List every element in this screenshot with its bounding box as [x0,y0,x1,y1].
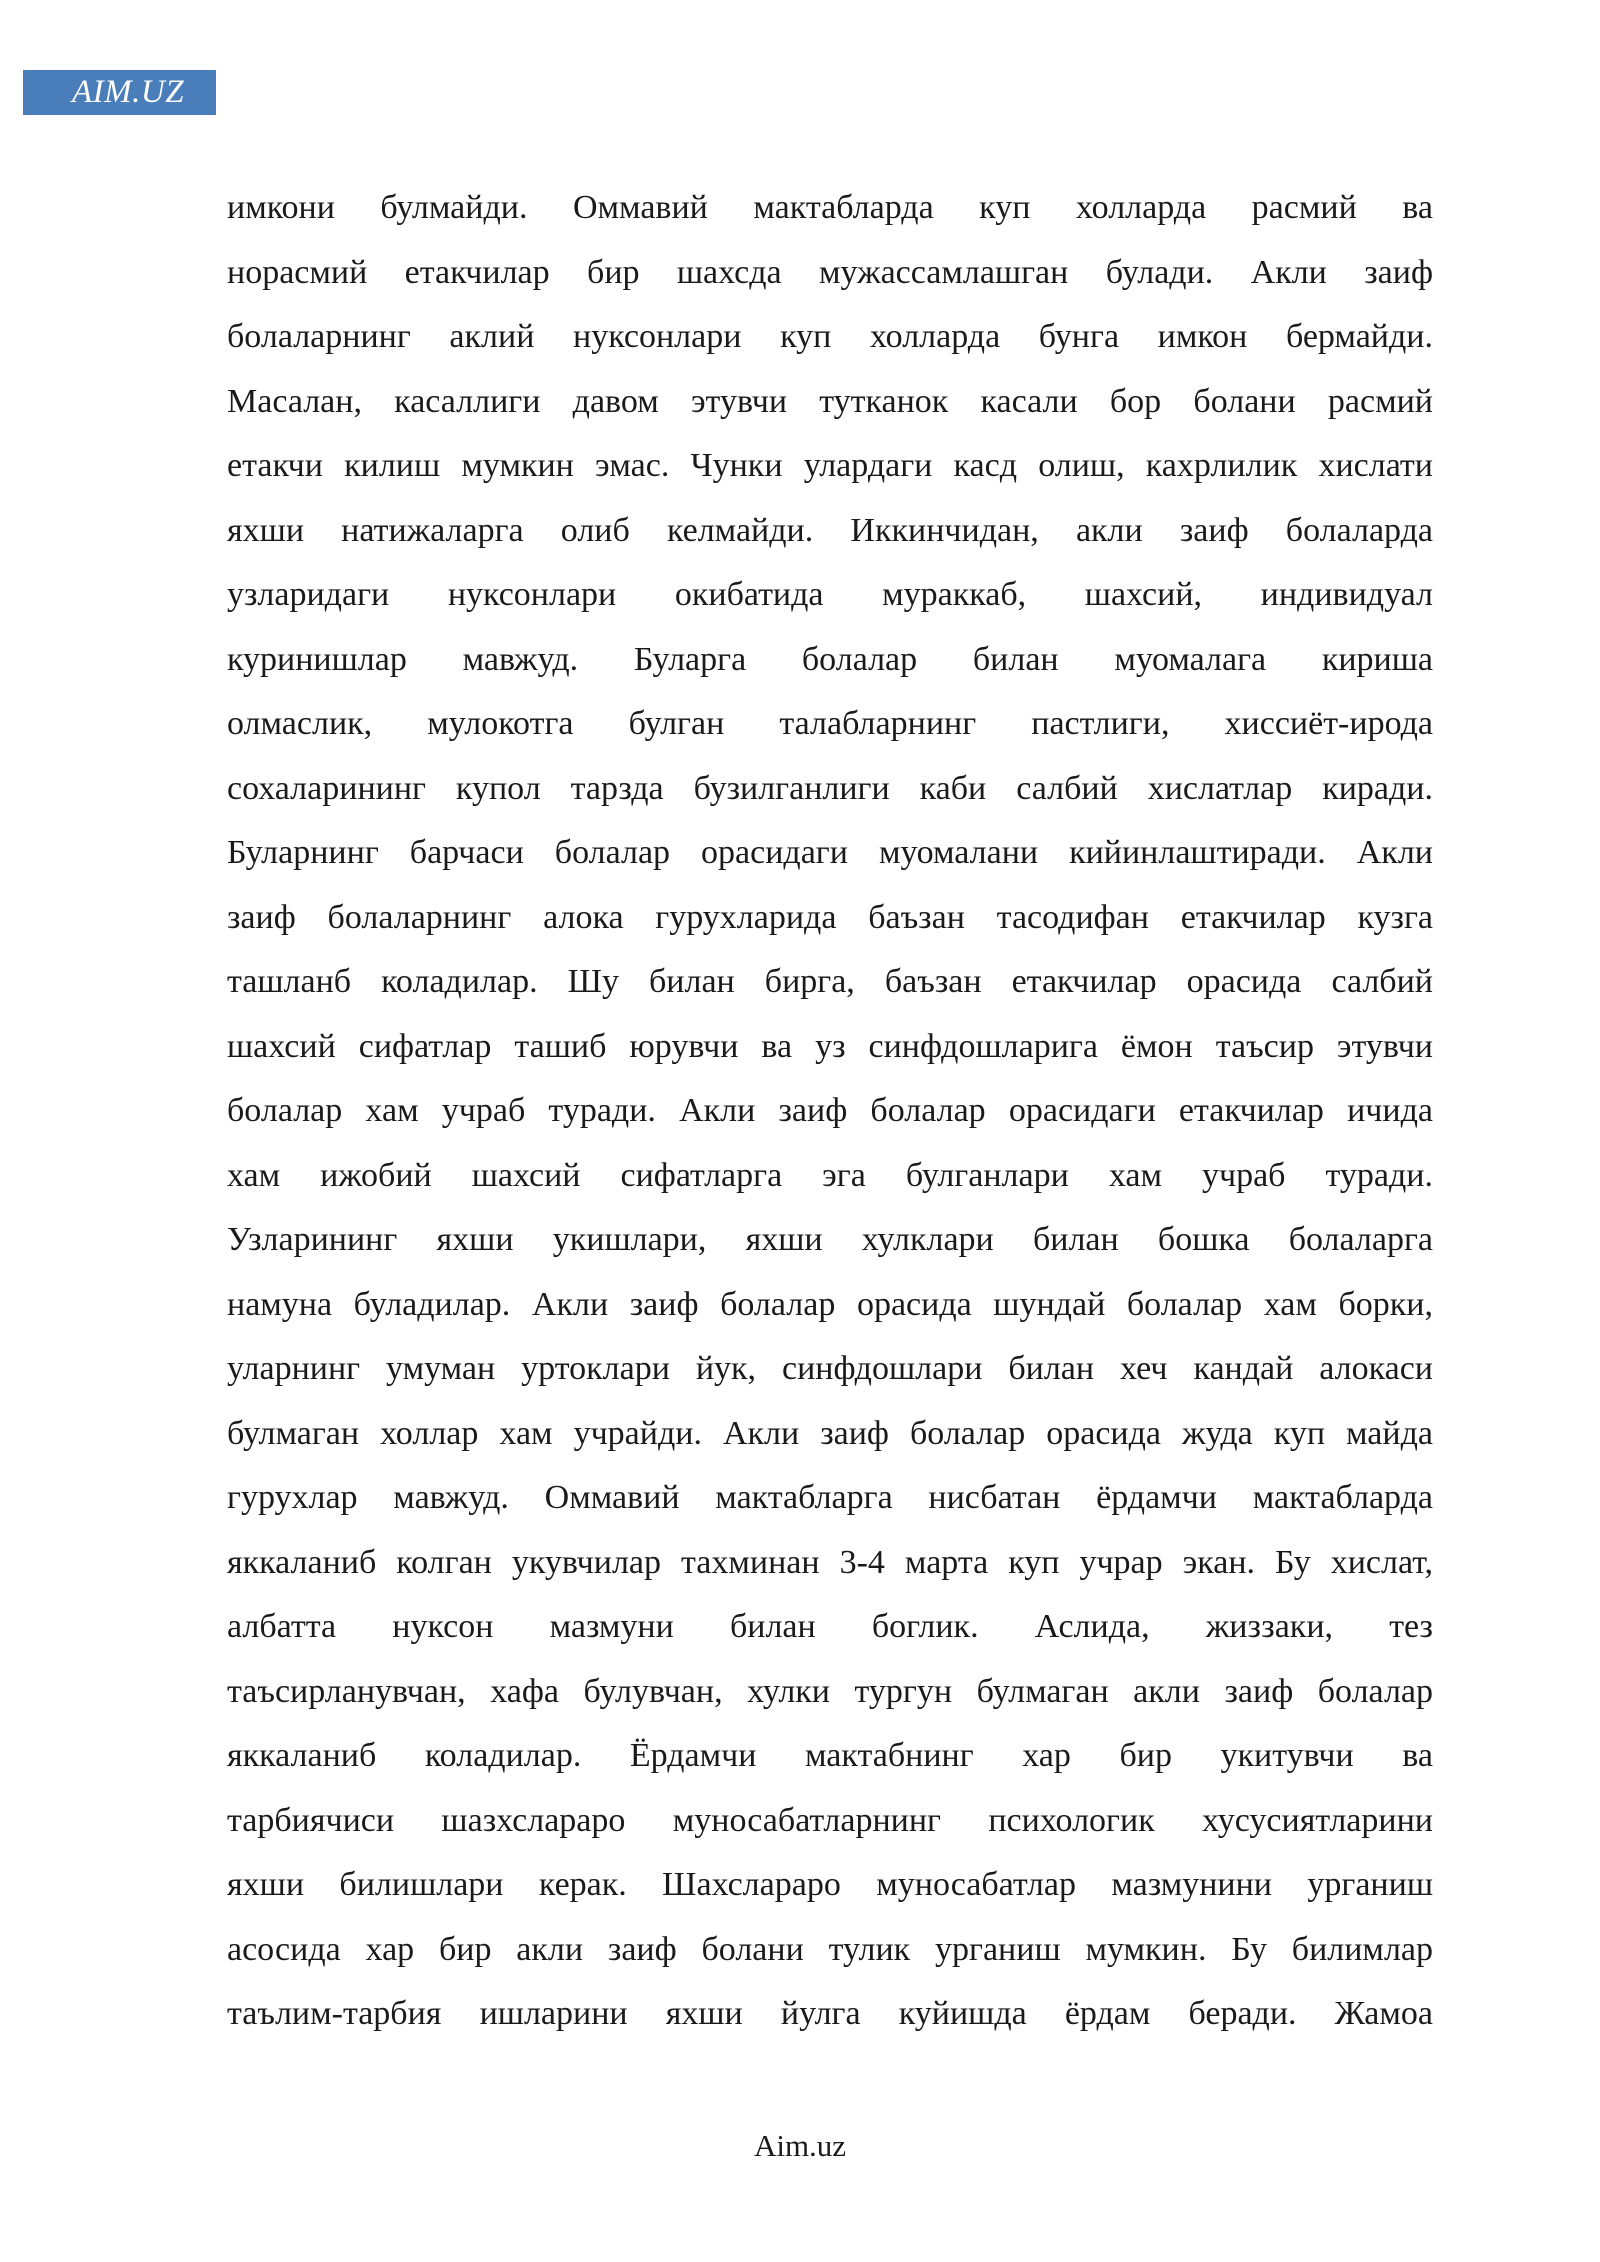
site-logo: AIM.UZ [23,70,216,115]
text-line: шахсий сифатлар ташиб юрувчи ва уз синфдошларига ёмон таъсир этувчи [227,1027,1433,1065]
text-line: болаларнинг аклий нуксонлари куп холларда бунга имкон бермайди. [227,318,1433,355]
text-line: заиф болаларнинг алока гурухларида баъзан тасодифан етакчилар кузга [227,898,1433,936]
text-line: болалар хам учраб туради. Акли заиф болалар орасидаги етакчилар ичида [227,1092,1433,1129]
text-line: олмаслик, мулокотга булган талабларнинг пастлиги, хиссиёт-ирода [227,705,1433,742]
text-line: булмаган холлар хам учрайди. Акли заиф болалар орасида жуда куп майда [227,1414,1433,1452]
text-line: асосида хар бир акли заиф болани тулик урганиш мумкин. Бу билимлар [227,1930,1433,1968]
text-line: норасмий етакчилар бир шахсда мужассамлашган булади. Акли заиф [227,253,1433,291]
text-line: яккаланиб колган укувчилар тахминан 3-4 марта куп учрар экан. Бу хислат, [227,1543,1433,1581]
page-footer: Aim.uz [753,2128,847,2163]
text-line: Масалан, касаллиги давом этувчи тутканок касали бор болани расмий [227,382,1433,420]
text-line: етакчи килиш мумкин эмас. Чунки улардаги касд олиш, кахрлилик хислати [227,447,1433,484]
text-line: узларидаги нуксонлари окибатида мураккаб, шахсий, индивидуал [227,576,1433,613]
text-line: хам ижобий шахсий сифатларга эга булганлари хам учраб туради. [227,1156,1433,1194]
text-line: гурухлар мавжуд. Оммавий мактабларга нисбатан ёрдамчи мактабларда [227,1479,1433,1516]
text-line: албатта нуксон мазмуни билан боглик. Аслида, жиззаки, тез [227,1608,1433,1645]
text-line: таълим-тарбия ишларини яхши йулга куйишда ёрдам беради. Жамоа [227,1995,1433,2032]
text-line: имкони булмайди. Оммавий мактабларда куп холларда расмий ва [227,189,1433,226]
text-line: яхши билишлари керак. Шахслараро муносабатлар мазмунини урганиш [227,1866,1433,1903]
text-line: уларнинг умуман уртоклари йук, синфдошлари билан хеч кандай алокаси [227,1350,1433,1387]
text-line: Буларнинг барчаси болалар орасидаги муомалани кийинлаштиради. Акли [227,834,1433,871]
text-line: яхши натижаларга олиб келмайди. Иккинчидан, акли заиф болаларда [227,511,1433,549]
text-line: таъсирланувчан, хафа булувчан, хулки тургун булмаган акли заиф болалар [227,1672,1433,1710]
text-line: Узларининг яхши укишлари, яхши хулклари билан бошка болаларга [227,1221,1433,1258]
text-line: намуна буладилар. Акли заиф болалар орасида шундай болалар хам борки, [227,1285,1433,1323]
text-line: куринишлар мавжуд. Буларга болалар билан муомалага кириша [227,640,1433,678]
text-line: сохаларининг купол тарзда бузилганлиги каби салбий хислатлар киради. [227,769,1433,807]
text-line: яккаланиб коладилар. Ёрдамчи мактабнинг хар бир укитувчи ва [227,1737,1433,1774]
text-line: ташланб коладилар. Шу билан бирга, баъзан етакчилар орасида салбий [227,963,1433,1000]
text-line: тарбиячиси шазхслараро муносабатларнинг психологик хусусиятларини [227,1801,1433,1839]
document-body [227,176,1433,2047]
